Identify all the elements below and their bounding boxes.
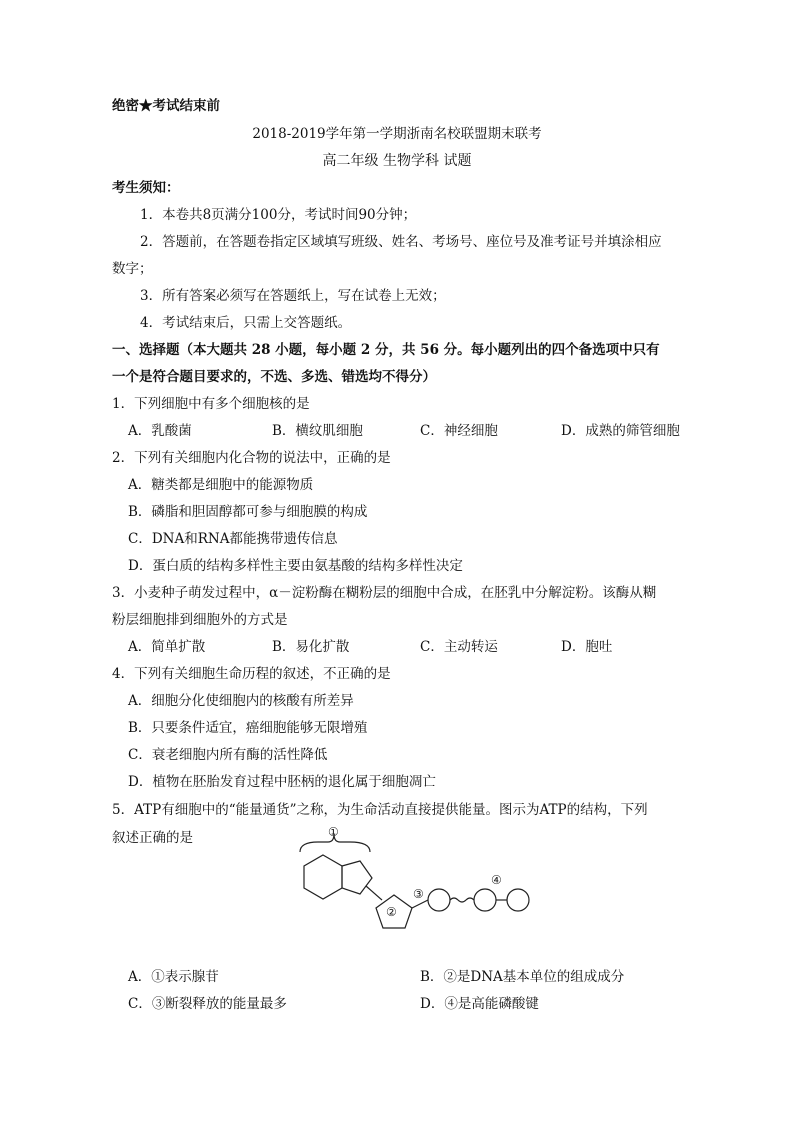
q4-option-b: B．只要条件适宜，癌细胞能够无限增殖	[128, 720, 368, 736]
q1-option-b: B．横纹肌细胞	[272, 423, 363, 439]
exam-title: 2018-2019学年第一学期浙南名校联盟期末联考	[252, 126, 542, 142]
q5-option-a: A．①表示腺苷	[128, 969, 219, 985]
q4-option-d: D．植物在胚胎发育过程中胚柄的退化属于细胞凋亡	[128, 774, 436, 790]
label-3: ③	[413, 887, 424, 901]
q2-stem: 2．下列有关细胞内化合物的说法中，正确的是	[112, 450, 391, 466]
phosphate-2	[474, 889, 496, 911]
imidazole-ring	[342, 861, 372, 894]
q3-option-a: A．简单扩散	[128, 639, 206, 655]
q5-stem-line2: 叙述正确的是	[112, 830, 193, 846]
high-energy-bond-1	[450, 898, 474, 902]
label-4: ④	[491, 873, 502, 887]
hexagon-ring	[304, 855, 342, 899]
notice-item-2: 2．答题前，在答题卷指定区域填写班级、姓名、考场号、座位号及准考证号并填涂相应	[140, 234, 662, 250]
q1-option-a: A．乳酸菌	[128, 423, 192, 439]
q5-option-b: B．②是DNA基本单位的组成成分	[420, 969, 625, 985]
label-1: ①	[328, 825, 339, 839]
q4-stem: 4．下列有关细胞生命历程的叙述，不正确的是	[112, 666, 391, 682]
section-title-line1: 一、选择题（本大题共 28 小题，每小题 2 分，共 56 分。每小题列出的四个备选项中只有	[112, 342, 660, 358]
q5-option-c: C．③断裂释放的能量最多	[128, 996, 287, 1012]
q2-option-b: B．磷脂和胆固醇都可参与细胞膜的构成	[128, 504, 368, 520]
notice-item-1: 1．本卷共8页满分100分，考试时间90分钟；	[140, 207, 417, 223]
q3-option-d: D．胞吐	[561, 639, 613, 655]
phosphate-1	[428, 889, 450, 911]
q2-option-c: C．DNA和RNA都能携带遗传信息	[128, 531, 338, 547]
notice-item-4: 4．考试结束后，只需上交答题纸。	[140, 315, 352, 331]
notice-item-2-cont: 数字；	[112, 261, 153, 277]
q4-option-a: A．细胞分化使细胞内的核酸有所差异	[128, 693, 354, 709]
q3-option-c: C．主动转运	[420, 639, 498, 655]
q2-option-d: D．蛋白质的结构多样性主要由氨基酸的结构多样性决定	[128, 558, 463, 574]
section-title-line2: 一个是符合题目要求的，不选、多选、错选均不得分）	[112, 369, 436, 385]
q1-stem: 1．下列细胞中有多个细胞核的是	[112, 396, 310, 412]
q2-option-a: A．糖类都是细胞中的能源物质	[128, 477, 314, 493]
notice-item-3: 3．所有答案必须写在答题纸上，写在试卷上无效；	[140, 288, 446, 304]
subject-title: 高二年级 生物学科 试题	[322, 153, 472, 169]
label-2: ②	[386, 905, 397, 919]
phosphate-3	[507, 889, 529, 911]
atp-structure-diagram	[290, 818, 540, 933]
q5-stem-line1: 5．ATP有细胞中的“能量通货”之称，为生命活动直接提供能量。图示为ATP的结构，下列	[112, 802, 648, 818]
q4-option-c: C．衰老细胞内所有酶的活性降低	[128, 747, 328, 763]
notice-heading: 考生须知：	[112, 180, 180, 196]
q3-stem-line2: 粉层细胞排到细胞外的方式是	[112, 612, 288, 628]
q1-option-d: D．成熟的筛管细胞	[561, 423, 680, 439]
secret-label: 绝密★考试结束前	[112, 98, 220, 114]
q5-option-d: D．④是高能磷酸键	[420, 996, 539, 1012]
q3-option-b: B．易化扩散	[272, 639, 350, 655]
q1-option-c: C．神经细胞	[420, 423, 498, 439]
q3-stem-line1: 3．小麦种子萌发过程中，α－淀粉酶在糊粉层的细胞中合成，在胚乳中分解淀粉。该酶从糊	[112, 585, 657, 601]
